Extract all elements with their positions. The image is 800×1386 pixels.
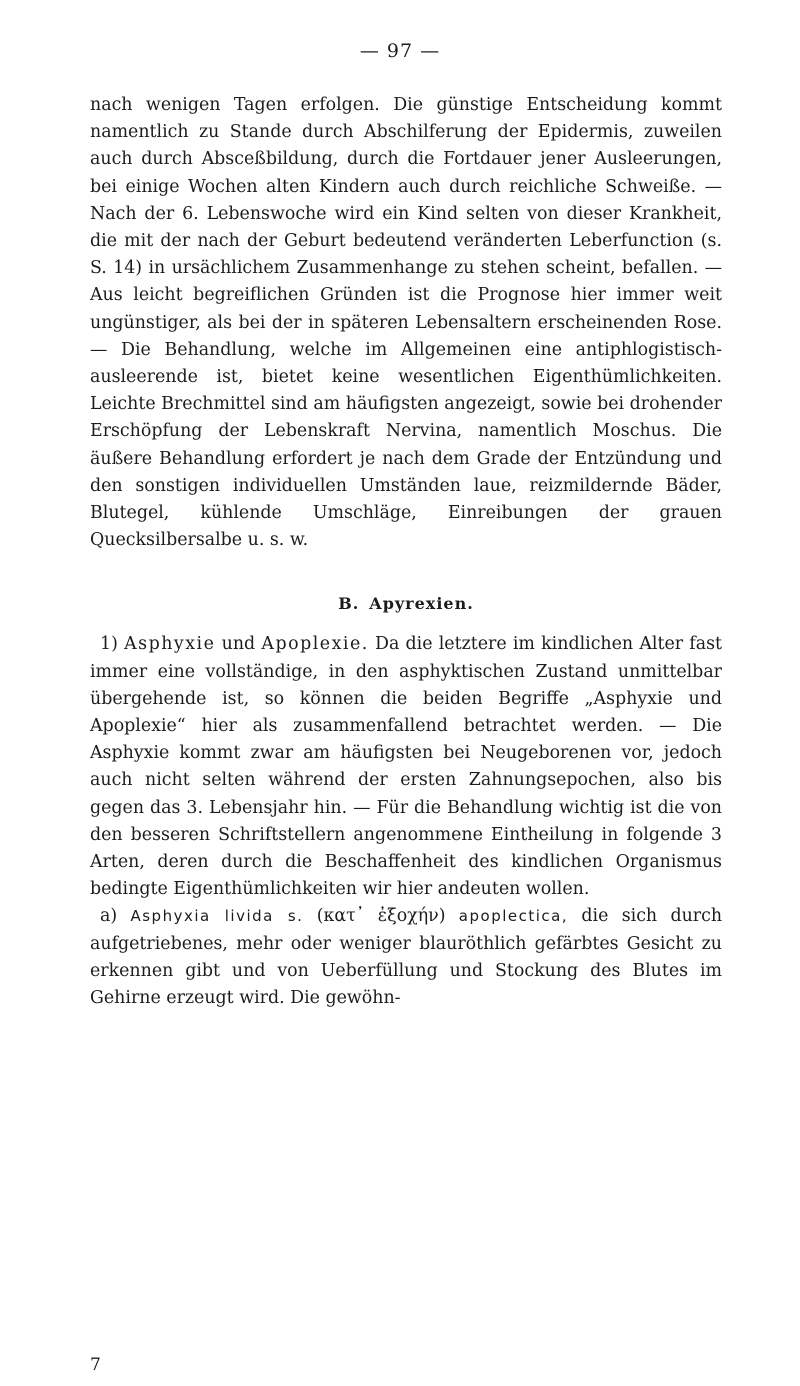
- subsection-text: Da die letztere im kindlichen Alter fast immer eine vollständige, in den asphyktischen Zustand unmittelbar übergehende ist, so können die beiden Begriffe „Asphyxie und Apoplexie“ hier als zusammenfallend betrachtet werden. — Die Asphyxie kommt zwar am häufigsten bei Neugeborenen vor, jedoch auch nicht selten während der ersten Zahnungsepochen, also bis gegen das 3. Lebensjahr hin. — Für die Behandlung wichtig ist die von den besseren Schriftstellern angenommene Eintheilung in folgende 3 Arten, deren durch die Beschaffenheit des kindlichen Organismus bedingte Eigenthümlichkeiten wir hier andeuten wollen.: [90, 634, 723, 900]
- item-a-paragraph: [90, 903, 722, 1012]
- subsection-number: 1): [100, 634, 118, 655]
- term-asphyxie: Asphyxie: [124, 634, 216, 655]
- latin-term: Asphyxia livida s.: [130, 907, 304, 926]
- section-letter: B.: [338, 594, 360, 614]
- latin-term-2: apoplectica,: [458, 907, 569, 926]
- item-text: die sich durch aufgetriebenes, mehr oder weniger blauröthlich gefärbtes Gesicht zu erkennen gibt und von Ueberfüllung und Stockung des Blutes im Gehirne erzeugt wird. Die gewöhn-: [90, 906, 723, 1009]
- subsection-paragraph: [90, 631, 722, 903]
- page-number: — 97 —: [359, 40, 441, 62]
- term-apoplexie: Apoplexie.: [261, 634, 369, 655]
- section-title: Apyrexien.: [369, 594, 474, 614]
- section-heading: [90, 594, 722, 613]
- term-connector: und: [221, 634, 256, 655]
- signature-mark: 7: [90, 1355, 101, 1375]
- greek-term: (κατ᾽ ἐξοχήν): [316, 906, 446, 927]
- body-paragraph: nach wenigen Tagen erfolgen. Die günstige Entscheidung kommt namentlich zu Stande durch Abschilferung der Epidermis, zuweilen auch durch Absceßbildung, durch die Fortdauer jener Ausleerungen, bei einige Wochen alten Kindern auch durch reichliche Schweiße. — Nach der 6. Lebenswoche wird ein Kind selten von dieser Krankheit, die mit der nach der Geburt bedeutend veränderten Leberfunction (s. S. 14) in ursächlichem Zusammenhange zu stehen scheint, befallen. — Aus leicht begreiflichen Gründen ist die Prognose hier immer weit ungünstiger, als bei der in späteren Lebensaltern erscheinenden Rose. — Die Behandlung, welche im Allgemeinen eine antiphlogistisch-ausleerende ist, bietet keine wesentlichen Eigenthümlichkeiten. Leichte Brechmittel sind am häufigsten angezeigt, sowie bei drohender Erschöpfung der Lebenskraft Nervina, namentlich Moschus. Die äußere Behandlung erfordert je nach dem Grade der Entzündung und den sonstigen individuellen Umständen laue, reizmildernde Bäder, Blutegel, kühlende Umschläge, Einreibungen der grauen Quecksilbersalbe u. s. w.: [90, 95, 722, 551]
- item-label: a): [100, 906, 118, 927]
